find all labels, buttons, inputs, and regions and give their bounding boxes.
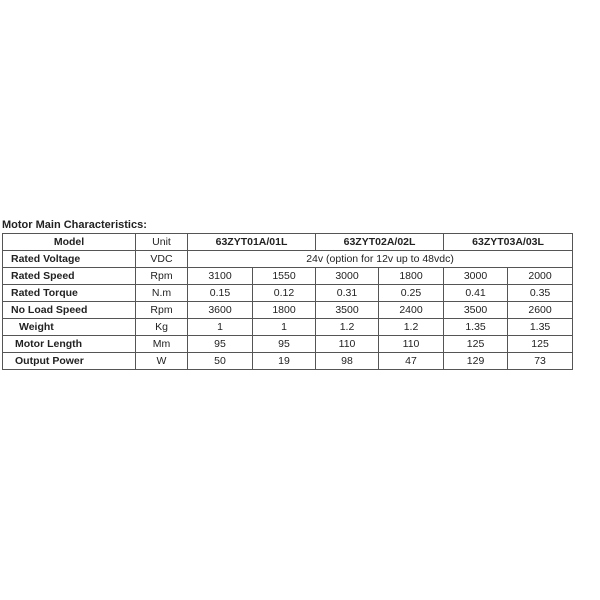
row-label: Motor Length — [3, 336, 136, 353]
model-header: Model — [3, 234, 136, 251]
cell: 73 — [508, 353, 573, 370]
cell: 3500 — [444, 302, 508, 319]
row-label: Rated Voltage — [3, 251, 136, 268]
row-unit: Rpm — [136, 268, 188, 285]
cell: 0.15 — [188, 285, 253, 302]
table-title: Motor Main Characteristics: — [2, 219, 147, 231]
cell: 1.35 — [508, 319, 573, 336]
cell: 0.41 — [444, 285, 508, 302]
row-unit: N.m — [136, 285, 188, 302]
table-row-motor-length — [3, 336, 573, 353]
model-02-header: 63ZYT02A/02L — [316, 234, 444, 251]
cell: 110 — [379, 336, 444, 353]
cell: 1550 — [253, 268, 316, 285]
cell: 3600 — [188, 302, 253, 319]
cell: 95 — [188, 336, 253, 353]
row-label: No Load Speed — [3, 302, 136, 319]
cell: 3000 — [316, 268, 379, 285]
cell: 3000 — [444, 268, 508, 285]
cell: 1 — [253, 319, 316, 336]
cell: 125 — [444, 336, 508, 353]
cell: 129 — [444, 353, 508, 370]
row-label: Rated Torque — [3, 285, 136, 302]
cell: 1.35 — [444, 319, 508, 336]
cell: 125 — [508, 336, 573, 353]
table-row-rated-voltage — [3, 251, 573, 268]
cell: 0.12 — [253, 285, 316, 302]
row-label: Weight — [3, 319, 136, 336]
table-row-rated-torque — [3, 285, 573, 302]
table-row-rated-speed — [3, 268, 573, 285]
row-unit: VDC — [136, 251, 188, 268]
cell: 1 — [188, 319, 253, 336]
model-01-header: 63ZYT01A/01L — [188, 234, 316, 251]
cell: 0.35 — [508, 285, 573, 302]
cell: 0.31 — [316, 285, 379, 302]
cell: 1800 — [253, 302, 316, 319]
cell: 2600 — [508, 302, 573, 319]
row-label: Output Power — [3, 353, 136, 370]
cell: 98 — [316, 353, 379, 370]
cell: 110 — [316, 336, 379, 353]
unit-header: Unit — [136, 234, 188, 251]
table-row-output-power — [3, 353, 573, 370]
model-03-header: 63ZYT03A/03L — [444, 234, 573, 251]
rated-voltage-value: 24v (option for 12v up to 48vdc) — [188, 251, 573, 268]
cell: 3100 — [188, 268, 253, 285]
row-label: Rated Speed — [3, 268, 136, 285]
motor-characteristics-table — [2, 233, 573, 370]
cell: 1.2 — [379, 319, 444, 336]
row-unit: Rpm — [136, 302, 188, 319]
cell: 50 — [188, 353, 253, 370]
cell: 1800 — [379, 268, 444, 285]
row-unit: Mm — [136, 336, 188, 353]
cell: 3500 — [316, 302, 379, 319]
row-unit: W — [136, 353, 188, 370]
cell: 2000 — [508, 268, 573, 285]
table-row-weight — [3, 319, 573, 336]
cell: 0.25 — [379, 285, 444, 302]
header-row — [3, 234, 573, 251]
table-row-no-load-speed — [3, 302, 573, 319]
row-unit: Kg — [136, 319, 188, 336]
cell: 2400 — [379, 302, 444, 319]
cell: 19 — [253, 353, 316, 370]
cell: 95 — [253, 336, 316, 353]
cell: 47 — [379, 353, 444, 370]
cell: 1.2 — [316, 319, 379, 336]
